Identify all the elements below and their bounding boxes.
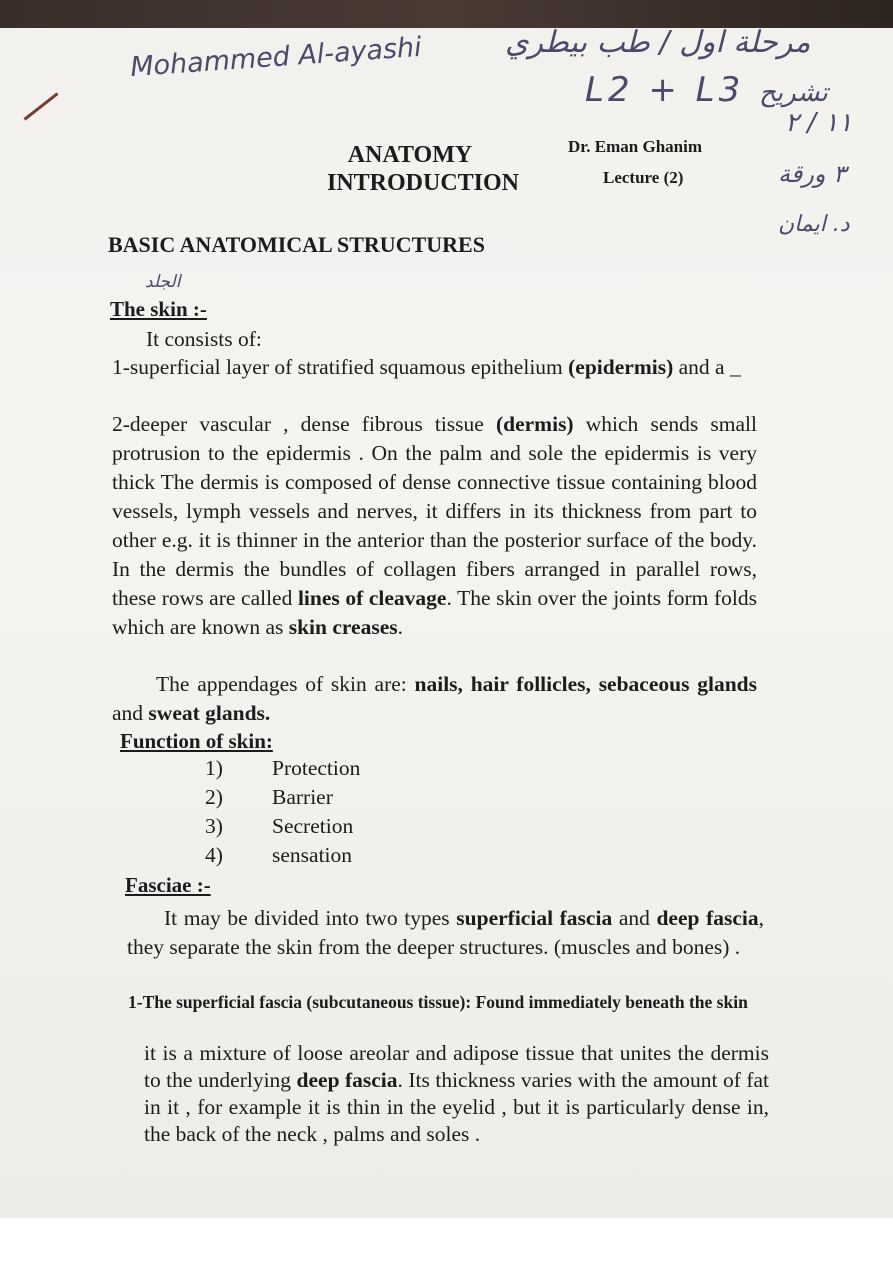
skin-heading — [110, 297, 207, 322]
title-line-1: ANATOMY — [347, 142, 473, 168]
skin-item-1-bold: (epidermis) — [568, 355, 674, 379]
function-item-number: 1) — [205, 756, 223, 780]
function-item-label: Protection — [272, 756, 361, 780]
function-item-label: sensation — [272, 843, 353, 867]
skin-item-2-text: 2-deeper vascular , dense fibrous tissue — [112, 412, 496, 436]
doctor-name: Dr. Eman Ghanim — [568, 137, 702, 156]
appendages-bold-2: sweat glands. — [148, 701, 271, 725]
function-item-number: 4) — [205, 843, 223, 867]
handwritten-arabic-anatomy: تشريح — [759, 78, 828, 108]
handwritten-arabic-stage: مرحلة اول / طب بيطري — [505, 25, 811, 60]
fasciae-intro-end: , they separate the skin from the deeper structures. (muscles and bones) . — [127, 906, 764, 959]
function-heading — [120, 729, 273, 754]
superficial-fascia-heading: 1-The superficial fascia (subcutaneous tissue): Found immediately beneath the skin — [128, 992, 748, 1012]
lines-of-cleavage: lines of cleavage — [297, 586, 447, 610]
page-margin — [0, 1218, 893, 1263]
fasciae-intro — [127, 904, 764, 962]
skin-item-2-body-2: . The skin over the joints form folds which are known as — [112, 586, 757, 639]
function-item-number: 2) — [205, 785, 223, 809]
appendages-bold-1: nails, hair follicles, sebaceous glands — [414, 672, 757, 696]
superficial-fascia-text: it is a mixture of loose areolar and adipose tissue that unites the dermis to the underlying — [144, 1041, 769, 1092]
fasciae-intro-text: It may be divided into two types — [164, 906, 457, 930]
handwritten-levels — [585, 70, 828, 110]
function-heading-suffix: : — [265, 729, 273, 753]
skin-heading-suffix: :- — [187, 297, 207, 321]
deep-fascia-bold: deep fascia — [296, 1068, 398, 1092]
skin-consists: It consists of: — [146, 327, 262, 351]
deep-fascia-term: deep fascia — [656, 906, 759, 930]
function-item-label: Secretion — [272, 814, 354, 838]
skin-creases: skin creases — [288, 615, 398, 639]
skin-item-1-text: 1-superficial layer of stratified squamous epithelium — [112, 355, 563, 379]
fasciae-heading: Fasciae :- — [125, 873, 211, 897]
handwritten-date: ١١ / ٢ — [785, 108, 853, 138]
skin-appendages — [112, 670, 757, 728]
function-item-number: 3) — [205, 814, 223, 838]
skin-item-2-end: . — [397, 615, 404, 639]
skin-item-1-end: and a _ — [673, 355, 741, 379]
skin-heading-text: The skin — [110, 297, 188, 321]
superficial-fascia-end: . Its thickness varies with the amount of fat in it , for example it is thin in the eyelid , but it is particularly dense in, the back of the neck , palms and soles . — [144, 1068, 770, 1146]
handwritten-pages: ٣ ورقة — [778, 160, 847, 188]
function-heading-text: Function of skin — [120, 729, 266, 753]
handwritten-doctor: د. ايمان — [778, 212, 850, 237]
fasciae-intro-and: and — [612, 906, 657, 930]
title-line-2: INTRODUCTION — [326, 170, 520, 196]
handwritten-levels-value: L2 + L3 — [585, 70, 745, 110]
skin-item-2 — [112, 410, 757, 642]
photo-border — [0, 0, 893, 28]
handwritten-name: Mohammed Al-ayashi — [129, 31, 423, 84]
main-heading: BASIC ANATOMICAL STRUCTURES — [108, 232, 485, 257]
superficial-fascia-body — [144, 1040, 769, 1148]
superficial-fascia-term: superficial fascia — [456, 906, 613, 930]
appendages-text: The appendages of skin are: — [156, 672, 415, 696]
appendages-and: and — [112, 701, 149, 725]
skin-item-1 — [112, 353, 757, 382]
lecture-number: Lecture (2) — [603, 168, 684, 187]
function-item-label: Barrier — [272, 785, 333, 809]
skin-item-2-bold: (dermis) — [495, 412, 574, 436]
skin-item-2-body: which sends small protrusion to the epidermis . On the palm and sole the epidermis is very thick The dermis is composed of dense connective tissue containing blood vessels, lymph vessels and nerves, it differs in its thickness from part to other e.g. it is thinner in the anterior than the posterior surface of the body. In the dermis the bundles of collagen fibers arranged in parallel rows, these rows are called — [112, 412, 757, 610]
handwritten-arabic-skin: الجلد — [145, 272, 181, 292]
